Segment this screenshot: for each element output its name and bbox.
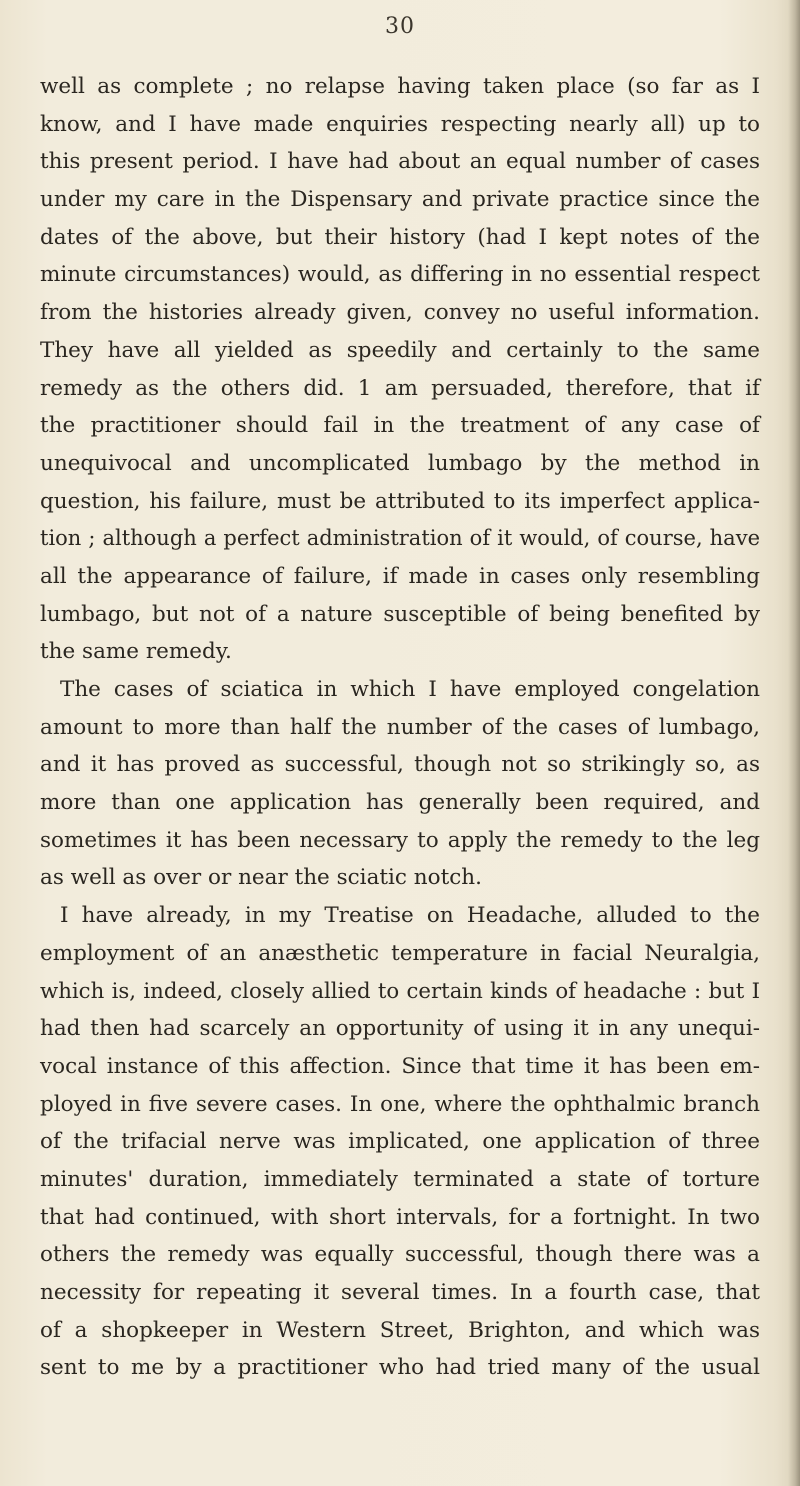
text-line: The cases of sciatica in which I have employed congelation <box>60 677 760 702</box>
text-line: know, and I have made enquiries respecting nearly all) up to <box>40 111 760 137</box>
text-line: I have already, in my Treatise on Headache, alluded to the <box>60 903 760 929</box>
text-line: vocal instance of this affection. Since that time it has been em- <box>40 1053 760 1079</box>
text-line: sent to me by a practitioner who had tried many of the usual <box>40 1355 760 1381</box>
text-line: under my care in the Dispensary and private practice since the <box>40 187 760 213</box>
text-line: which is, indeed, closely allied to certain kinds of headache : but I <box>40 978 760 1004</box>
text-line: that had continued, with short intervals, for a fortnight. In two <box>40 1204 760 1230</box>
text-line: more than one application has generally been required, and <box>40 790 760 816</box>
body-text <box>40 68 760 1387</box>
text-line: the practitioner should fail in the treatment of any case of <box>40 413 760 439</box>
text-line: from the histories already given, convey no useful information. <box>40 300 760 326</box>
text-line: necessity for repeating it several times. In a fourth case, that <box>40 1280 760 1305</box>
text-line: of the trifacial nerve was implicated, one application of three <box>40 1129 760 1155</box>
text-line: this present period. I have had about an equal number of cases <box>40 149 760 175</box>
text-line: unequivocal and uncomplicated lumbago by the method in <box>40 450 760 476</box>
page-edge-shadow <box>788 0 800 1486</box>
page-number: 30 <box>385 14 415 39</box>
text-line: amount to more than half the number of the cases of lumbago, <box>40 714 760 740</box>
text-line: minutes' duration, immediately terminated a state of torture <box>40 1166 760 1192</box>
text-line: dates of the above, but their history (had I kept notes of the <box>40 224 760 250</box>
text-line: and it has proved as successful, though not so strikingly so, as <box>40 752 760 778</box>
text-line: lumbago, but not of a nature susceptible of being benefited by <box>40 601 760 627</box>
text-line: tion ; although a perfect administration of it would, of course, have <box>40 526 760 551</box>
text-line: had then had scarcely an opportunity of using it in any unequi- <box>40 1016 760 1042</box>
text-line: of a shopkeeper in Western Street, Brighton, and which was <box>40 1317 760 1343</box>
text-line: minute circumstances) would, as differing in no essential respect <box>40 262 760 288</box>
text-line: employment of an anæsthetic temperature in facial Neuralgia, <box>40 940 760 966</box>
text-line: all the appearance of failure, if made in cases only resembling <box>40 563 760 589</box>
text-line: as well as over or near the sciatic notch. <box>40 865 482 891</box>
text-line: ployed in five severe cases. In one, where the ophthalmic branch <box>40 1091 760 1117</box>
text-line: well as complete ; no relapse having taken place (so far as I <box>40 74 760 99</box>
text-line: the same remedy. <box>40 639 232 665</box>
text-line: others the remedy was equally successful, though there was a <box>40 1242 760 1268</box>
text-line: sometimes it has been necessary to apply the remedy to the leg <box>40 827 760 853</box>
text-line: question, his failure, must be attributed to its imperfect applica- <box>40 488 760 514</box>
text-line: remedy as the others did. 1 am persuaded, therefore, that if <box>40 375 760 401</box>
text-line: They have all yielded as speedily and certainly to the same <box>40 337 760 363</box>
